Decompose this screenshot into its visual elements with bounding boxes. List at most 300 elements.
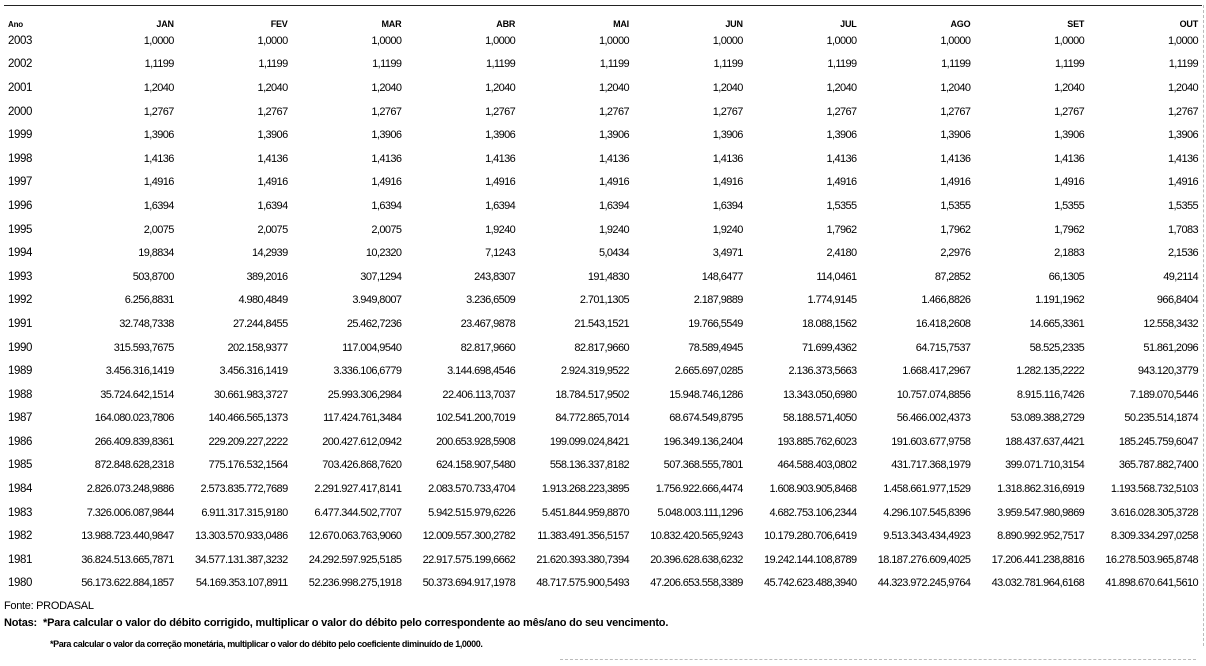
source-note: Fonte: PRODASAL xyxy=(4,600,94,612)
table-cell: 18.088,1562 xyxy=(802,317,857,330)
table-cell: 22.406.113,7037 xyxy=(442,388,516,401)
table-cell: 34.577.131.387,3232 xyxy=(195,553,288,566)
table-cell: 3.456.316,1419 xyxy=(219,365,288,378)
table-cell: 1,7962 xyxy=(826,223,857,236)
table-cell: 87,2852 xyxy=(934,270,971,283)
row-year: 1996 xyxy=(8,199,32,212)
table-cell: 2.291.927.417,8141 xyxy=(314,483,402,496)
table-cell: 3.949,8007 xyxy=(352,294,402,307)
table-cell: 58.525,2335 xyxy=(1029,341,1085,354)
table-cell: 4.296.107.545,8396 xyxy=(883,506,971,519)
table-cell: 4.682.753.106,2344 xyxy=(769,506,857,519)
table-row xyxy=(6,218,1198,242)
table-cell: 25.993.306,2984 xyxy=(327,388,402,401)
table-cell: 1.282.135,2222 xyxy=(1016,365,1085,378)
table-cell: 1,6394 xyxy=(257,199,288,212)
table-cell: 3.144.698,4546 xyxy=(447,365,516,378)
table-cell: 399.071.710,3154 xyxy=(1005,459,1085,472)
table-cell: 1,5355 xyxy=(940,199,971,212)
table-cell: 41.898.670.641,5610 xyxy=(1105,577,1198,590)
table-cell: 196.349.136,2404 xyxy=(663,435,743,448)
table-cell: 1,4136 xyxy=(826,152,857,165)
table-cell: 5.451.844.959,8870 xyxy=(541,506,629,519)
row-year: 2001 xyxy=(8,81,32,94)
table-cell: 1,6394 xyxy=(485,199,516,212)
table-row xyxy=(6,29,1198,53)
table-cell: 1,3906 xyxy=(143,129,174,142)
table-cell: 1,3906 xyxy=(598,129,629,142)
table-cell: 47.206.653.558,3389 xyxy=(650,577,743,590)
table-cell: 16.418,2608 xyxy=(915,317,971,330)
table-cell: 1,3906 xyxy=(712,129,743,142)
month-header: ABR xyxy=(496,19,516,29)
row-year: 1985 xyxy=(8,459,32,472)
table-cell: 3,4971 xyxy=(712,247,743,260)
table-cell: 32.748,7338 xyxy=(119,317,174,330)
table-cell: 12.009.557.300,2782 xyxy=(422,530,516,543)
table-cell: 1,6394 xyxy=(712,199,743,212)
row-year: 2000 xyxy=(8,105,32,118)
table-cell: 1,4916 xyxy=(371,176,402,189)
table-cell: 1,0000 xyxy=(371,34,402,47)
row-year: 1981 xyxy=(8,553,32,566)
table-cell: 503,8700 xyxy=(132,270,174,283)
table-cell: 2,2976 xyxy=(940,247,971,260)
table-cell: 82.817,9660 xyxy=(460,341,516,354)
table-cell: 2.701,1305 xyxy=(579,294,629,307)
table-cell: 1,4916 xyxy=(598,176,629,189)
table-cell: 14.665,3361 xyxy=(1029,317,1085,330)
table-cell: 3.456.316,1419 xyxy=(105,365,174,378)
table-row xyxy=(6,383,1198,407)
table-cell: 1,7962 xyxy=(940,223,971,236)
table-cell: 51.861,2096 xyxy=(1143,341,1198,354)
table-cell: 1,1199 xyxy=(372,58,402,71)
table-cell: 1,0000 xyxy=(1054,34,1085,47)
table-cell: 1,4136 xyxy=(712,152,743,165)
table-cell: 43.032.781.964,6168 xyxy=(991,577,1085,590)
table-cell: 1,4136 xyxy=(257,152,288,165)
row-year: 1995 xyxy=(8,223,32,236)
month-header: JUN xyxy=(725,19,743,29)
table-cell: 872.848.628,2318 xyxy=(94,459,174,472)
table-cell: 1,4136 xyxy=(143,152,174,165)
row-year: 1990 xyxy=(8,341,32,354)
table-cell: 1,9240 xyxy=(712,223,743,236)
table-row xyxy=(6,241,1198,265)
table-cell: 1.668.417,2967 xyxy=(902,365,971,378)
table-cell: 2,1536 xyxy=(1167,247,1198,260)
table-cell: 1,2040 xyxy=(485,81,516,94)
table-cell: 1.318.862.316,6919 xyxy=(997,483,1085,496)
table-cell: 1,2040 xyxy=(712,81,743,94)
table-cell: 943.120,3779 xyxy=(1137,365,1198,378)
month-header: AGO xyxy=(950,19,971,29)
table-cell: 703.426.868,7620 xyxy=(322,459,402,472)
table-row xyxy=(6,76,1198,100)
table-cell: 22.917.575.199,6662 xyxy=(422,553,516,566)
table-cell: 1,5355 xyxy=(826,199,857,212)
header-row xyxy=(6,9,1198,29)
table-cell: 13.343.050,6980 xyxy=(782,388,857,401)
table-cell: 10.179.280.706,6419 xyxy=(763,530,857,543)
month-header: OUT xyxy=(1179,19,1198,29)
table-cell: 117.424.761,3484 xyxy=(323,412,402,425)
table-cell: 1,2040 xyxy=(598,81,629,94)
table-cell: 1,3906 xyxy=(1054,129,1085,142)
row-year: 1988 xyxy=(8,388,32,401)
table-cell: 20.396.628.638,6232 xyxy=(650,553,743,566)
table-cell: 1,9240 xyxy=(598,223,629,236)
note-primary xyxy=(4,617,668,629)
table-row xyxy=(6,454,1198,478)
table-cell: 1,4916 xyxy=(1054,176,1085,189)
table-cell: 1,1199 xyxy=(1054,58,1085,71)
table-cell: 307,1294 xyxy=(360,270,402,283)
correction-factor-table xyxy=(6,9,1198,595)
row-year: 1980 xyxy=(8,577,32,590)
table-cell: 2.826.073.248,9886 xyxy=(86,483,174,496)
table-cell: 1,4136 xyxy=(485,152,516,165)
table-cell: 1,3906 xyxy=(826,129,857,142)
table-row xyxy=(6,289,1198,313)
table-row xyxy=(6,336,1198,360)
table-cell: 64.715,7537 xyxy=(915,341,971,354)
table-cell: 7,1243 xyxy=(485,247,516,260)
table-cell: 1,2040 xyxy=(371,81,402,94)
table-cell: 1,2767 xyxy=(1167,105,1198,118)
table-cell: 1.774,9145 xyxy=(807,294,857,307)
row-year: 1993 xyxy=(8,270,32,283)
table-row xyxy=(6,147,1198,171)
table-cell: 53.089.388,2729 xyxy=(1010,412,1085,425)
table-cell: 1,2767 xyxy=(257,105,288,118)
note-secondary: *Para calcular o valor da correção monetária, multiplicar o valor do débito pelo coeficiente diminuído de 1,0000. xyxy=(50,639,483,649)
table-cell: 18.187.276.609,4025 xyxy=(877,553,971,566)
table-cell: 6.477.344.502,7707 xyxy=(314,506,402,519)
table-cell: 200.653.928,5908 xyxy=(436,435,516,448)
table-cell: 1,4136 xyxy=(371,152,402,165)
table-cell: 7.326.006.087,9844 xyxy=(86,506,174,519)
table-cell: 1,2040 xyxy=(257,81,288,94)
table-row xyxy=(6,53,1198,77)
table-cell: 2,1883 xyxy=(1054,247,1085,260)
row-year: 1991 xyxy=(8,317,32,330)
table-cell: 3.959.547.980,9869 xyxy=(997,506,1085,519)
table-cell: 1,2767 xyxy=(826,105,857,118)
table-cell: 30.661.983,3727 xyxy=(214,388,288,401)
table-cell: 8.309.334.297,0258 xyxy=(1110,530,1198,543)
notes-label: Notas: xyxy=(4,617,38,629)
table-cell: 1,6394 xyxy=(371,199,402,212)
table-cell: 13.988.723.440,9847 xyxy=(81,530,174,543)
table-cell: 1,2040 xyxy=(826,81,857,94)
row-year: 1994 xyxy=(8,247,32,260)
month-header: JAN xyxy=(156,19,174,29)
table-cell: 82.817,9660 xyxy=(574,341,629,354)
table-cell: 1,3906 xyxy=(257,129,288,142)
table-cell: 1.458.661.977,1529 xyxy=(883,483,971,496)
table-cell: 23.467,9878 xyxy=(460,317,516,330)
table-cell: 1,0000 xyxy=(1167,34,1198,47)
table-cell: 164.080.023,7806 xyxy=(94,412,174,425)
table-cell: 1,2767 xyxy=(143,105,174,118)
table-cell: 52.236.998.275,1918 xyxy=(308,577,402,590)
table-cell: 24.292.597.925,5185 xyxy=(308,553,402,566)
table-cell: 7.189.070,5446 xyxy=(1129,388,1198,401)
month-header: FEV xyxy=(270,19,288,29)
table-cell: 58.188.571,4050 xyxy=(782,412,857,425)
bottom-dashed-line xyxy=(560,659,1196,660)
table-cell: 102.541.200,7019 xyxy=(436,412,516,425)
right-edge-line xyxy=(1203,5,1204,646)
table-row xyxy=(6,477,1198,501)
table-row xyxy=(6,430,1198,454)
table-cell: 2.136.373,5663 xyxy=(788,365,857,378)
table-cell: 1.756.922.666,4474 xyxy=(655,483,743,496)
table-cell: 1.191,1962 xyxy=(1035,294,1085,307)
table-body xyxy=(6,29,1198,595)
table-cell: 71.699,4362 xyxy=(802,341,857,354)
table-cell: 1,4916 xyxy=(143,176,174,189)
table-row xyxy=(6,265,1198,289)
table-cell: 45.742.623.488,3940 xyxy=(763,577,857,590)
row-year: 1983 xyxy=(8,506,32,519)
table-cell: 19.766,5549 xyxy=(688,317,743,330)
year-column-header: Ano xyxy=(8,20,23,29)
table-cell: 266.409.839,8361 xyxy=(94,435,174,448)
table-cell: 2.187,9889 xyxy=(693,294,743,307)
table-cell: 56.466.002,4373 xyxy=(896,412,971,425)
table-cell: 1,3906 xyxy=(940,129,971,142)
table-cell: 1,4916 xyxy=(826,176,857,189)
table-cell: 19,8834 xyxy=(138,247,174,260)
table-cell: 10,2320 xyxy=(365,247,402,260)
table-cell: 1,7083 xyxy=(1167,223,1198,236)
table-cell: 1,1199 xyxy=(485,58,516,71)
table-cell: 1,4916 xyxy=(1167,176,1198,189)
table-cell: 199.099.024,8421 xyxy=(549,435,629,448)
table-cell: 1,0000 xyxy=(257,34,288,47)
table-cell: 5,0434 xyxy=(598,247,629,260)
table-cell: 48.717.575.900,5493 xyxy=(536,577,629,590)
table-cell: 191,4830 xyxy=(587,270,629,283)
table-cell: 1,3906 xyxy=(371,129,402,142)
table-cell: 1.466,8826 xyxy=(921,294,971,307)
table-cell: 1,1199 xyxy=(941,58,971,71)
table-cell: 2.083.570.733,4704 xyxy=(428,483,516,496)
row-year: 1998 xyxy=(8,152,32,165)
table-cell: 966,8404 xyxy=(1156,294,1198,307)
table-cell: 10.757.074,8856 xyxy=(896,388,971,401)
table-cell: 1,2767 xyxy=(371,105,402,118)
month-header: JUL xyxy=(840,19,857,29)
table-cell: 1,3906 xyxy=(485,129,516,142)
table-cell: 17.206.441.238,8816 xyxy=(991,553,1085,566)
table-cell: 8.890.992.952,7517 xyxy=(997,530,1085,543)
table-cell: 775.176.532,1564 xyxy=(208,459,288,472)
table-cell: 1,0000 xyxy=(598,34,629,47)
table-cell: 624.158.907,5480 xyxy=(436,459,516,472)
table-row xyxy=(6,312,1198,336)
table-cell: 1,4136 xyxy=(940,152,971,165)
table-cell: 12.670.063.763,9060 xyxy=(308,530,402,543)
month-header: MAI xyxy=(613,19,629,29)
table-cell: 114,0461 xyxy=(816,270,857,283)
table-cell: 1,4916 xyxy=(940,176,971,189)
table-row xyxy=(6,194,1198,218)
table-cell: 5.048.003.111,1296 xyxy=(657,506,743,519)
table-cell: 1,4916 xyxy=(257,176,288,189)
table-cell: 3.336.106,6779 xyxy=(333,365,402,378)
table-cell: 202.158,9377 xyxy=(227,341,288,354)
table-cell: 18.784.517,9502 xyxy=(555,388,629,401)
table-row xyxy=(6,359,1198,383)
table-cell: 78.589,4945 xyxy=(688,341,743,354)
table-cell: 2,4180 xyxy=(826,247,857,260)
table-cell: 148,6477 xyxy=(701,270,743,283)
table-cell: 8.915.116,7426 xyxy=(1016,388,1085,401)
table-cell: 1,9240 xyxy=(485,223,516,236)
table-row xyxy=(6,171,1198,195)
table-cell: 27.244,8455 xyxy=(233,317,288,330)
table-cell: 1,0000 xyxy=(940,34,971,47)
table-cell: 4.980,4849 xyxy=(238,294,288,307)
table-cell: 1,2040 xyxy=(1054,81,1085,94)
table-row xyxy=(6,100,1198,124)
table-cell: 2.665.697,0285 xyxy=(674,365,743,378)
table-cell: 1,0000 xyxy=(485,34,516,47)
table-cell: 507.368.555,7801 xyxy=(663,459,743,472)
table-cell: 1,2040 xyxy=(940,81,971,94)
table-cell: 1,2040 xyxy=(1167,81,1198,94)
table-cell: 1,0000 xyxy=(826,34,857,47)
table-cell: 1,1199 xyxy=(144,58,174,71)
table-cell: 117.004,9540 xyxy=(342,341,402,354)
table-cell: 1,1199 xyxy=(1168,58,1198,71)
table-cell: 2,0075 xyxy=(371,223,402,236)
row-year: 1999 xyxy=(8,129,32,142)
table-cell: 1,1199 xyxy=(599,58,629,71)
table-cell: 431.717.368,1979 xyxy=(891,459,971,472)
table-cell: 200.427.612,0942 xyxy=(322,435,402,448)
table-cell: 1,1199 xyxy=(713,58,743,71)
row-year: 1997 xyxy=(8,176,32,189)
table-cell: 2.924.319,9522 xyxy=(560,365,629,378)
table-row xyxy=(6,501,1198,525)
table-cell: 1,4916 xyxy=(712,176,743,189)
table-row xyxy=(6,407,1198,431)
note-primary-text: *Para calcular o valor do débito corrigido, multiplicar o valor do débito pelo correspondente ao mês/ano do seu vencimento. xyxy=(43,617,669,629)
row-year: 1992 xyxy=(8,294,32,307)
table-row xyxy=(6,548,1198,572)
table-cell: 1,4136 xyxy=(598,152,629,165)
table-cell: 558.136.337,8182 xyxy=(549,459,629,472)
table-cell: 66,1305 xyxy=(1048,270,1085,283)
table-cell: 1,1199 xyxy=(258,58,288,71)
table-cell: 2,0075 xyxy=(143,223,174,236)
table-cell: 185.245.759,6047 xyxy=(1118,435,1198,448)
table-cell: 1,4136 xyxy=(1054,152,1085,165)
row-year: 1982 xyxy=(8,530,32,543)
table-cell: 464.588.403,0802 xyxy=(777,459,857,472)
row-year: 1984 xyxy=(8,483,32,496)
table-cell: 6.256,8831 xyxy=(124,294,174,307)
row-year: 2002 xyxy=(8,58,32,71)
table-cell: 1,0000 xyxy=(143,34,174,47)
table-cell: 389,2016 xyxy=(246,270,288,283)
table-cell: 1,7962 xyxy=(1054,223,1085,236)
table-cell: 1,4136 xyxy=(1167,152,1198,165)
table-cell: 1,6394 xyxy=(143,199,174,212)
table-cell: 1,4916 xyxy=(485,176,516,189)
table-cell: 25.462,7236 xyxy=(346,317,402,330)
table-row xyxy=(6,572,1198,596)
table-cell: 1,2767 xyxy=(485,105,516,118)
table-cell: 1,2767 xyxy=(712,105,743,118)
table-cell: 9.513.343.434,4923 xyxy=(883,530,971,543)
table-cell: 229.209.227,2222 xyxy=(208,435,288,448)
table-cell: 68.674.549,8795 xyxy=(669,412,743,425)
table-cell: 243,8307 xyxy=(474,270,516,283)
table-cell: 16.278.503.965,8748 xyxy=(1105,553,1198,566)
month-header: SET xyxy=(1067,19,1085,29)
table-row xyxy=(6,524,1198,548)
table-cell: 1,2040 xyxy=(143,81,174,94)
table-cell: 19.242.144.108,8789 xyxy=(763,553,857,566)
table-cell: 1,6394 xyxy=(598,199,629,212)
table-cell: 11.383.491.356,5157 xyxy=(537,530,629,543)
table-cell: 21.543,1521 xyxy=(574,317,629,330)
table-cell: 10.832.420.565,9243 xyxy=(650,530,743,543)
month-header: MAR xyxy=(381,19,402,29)
table-cell: 2,0075 xyxy=(257,223,288,236)
table-cell: 1,2767 xyxy=(1054,105,1085,118)
table-cell: 193.885.762,6023 xyxy=(777,435,857,448)
table-cell: 13.303.570.933,0486 xyxy=(195,530,288,543)
table-cell: 3.236,6509 xyxy=(466,294,516,307)
table-cell: 50.373.694.917,1978 xyxy=(422,577,516,590)
table-cell: 1.193.568.732,5103 xyxy=(1110,483,1198,496)
table-cell: 1,5355 xyxy=(1054,199,1085,212)
table-cell: 1.608.903.905,8468 xyxy=(769,483,857,496)
table-cell: 50.235.514,1874 xyxy=(1124,412,1198,425)
table-cell: 3.616.028.305,3728 xyxy=(1110,506,1198,519)
table-cell: 36.824.513.665,7871 xyxy=(81,553,174,566)
table-cell: 44.323.972.245,9764 xyxy=(877,577,971,590)
table-cell: 140.466.565,1373 xyxy=(208,412,288,425)
table-row xyxy=(6,123,1198,147)
table-cell: 14,2939 xyxy=(252,247,288,260)
table-cell: 1,5355 xyxy=(1167,199,1198,212)
table-cell: 1,2767 xyxy=(940,105,971,118)
table-cell: 35.724.642,1514 xyxy=(100,388,174,401)
row-year: 1989 xyxy=(8,365,32,378)
table-cell: 2.573.835.772,7689 xyxy=(200,483,288,496)
table-cell: 5.942.515.979,6226 xyxy=(428,506,516,519)
table-cell: 12.558,3432 xyxy=(1143,317,1198,330)
top-border xyxy=(4,5,1202,6)
table-cell: 1.913.268.223,3895 xyxy=(541,483,629,496)
table-cell: 1,0000 xyxy=(712,34,743,47)
table-cell: 21.620.393.380,7394 xyxy=(536,553,629,566)
table-cell: 49,2114 xyxy=(1163,270,1198,283)
table-cell: 191.603.677,9758 xyxy=(891,435,971,448)
table-cell: 84.772.865,7014 xyxy=(555,412,629,425)
row-year: 2003 xyxy=(8,34,32,47)
table-cell: 1,1199 xyxy=(827,58,857,71)
table-cell: 188.437.637,4421 xyxy=(1005,435,1085,448)
